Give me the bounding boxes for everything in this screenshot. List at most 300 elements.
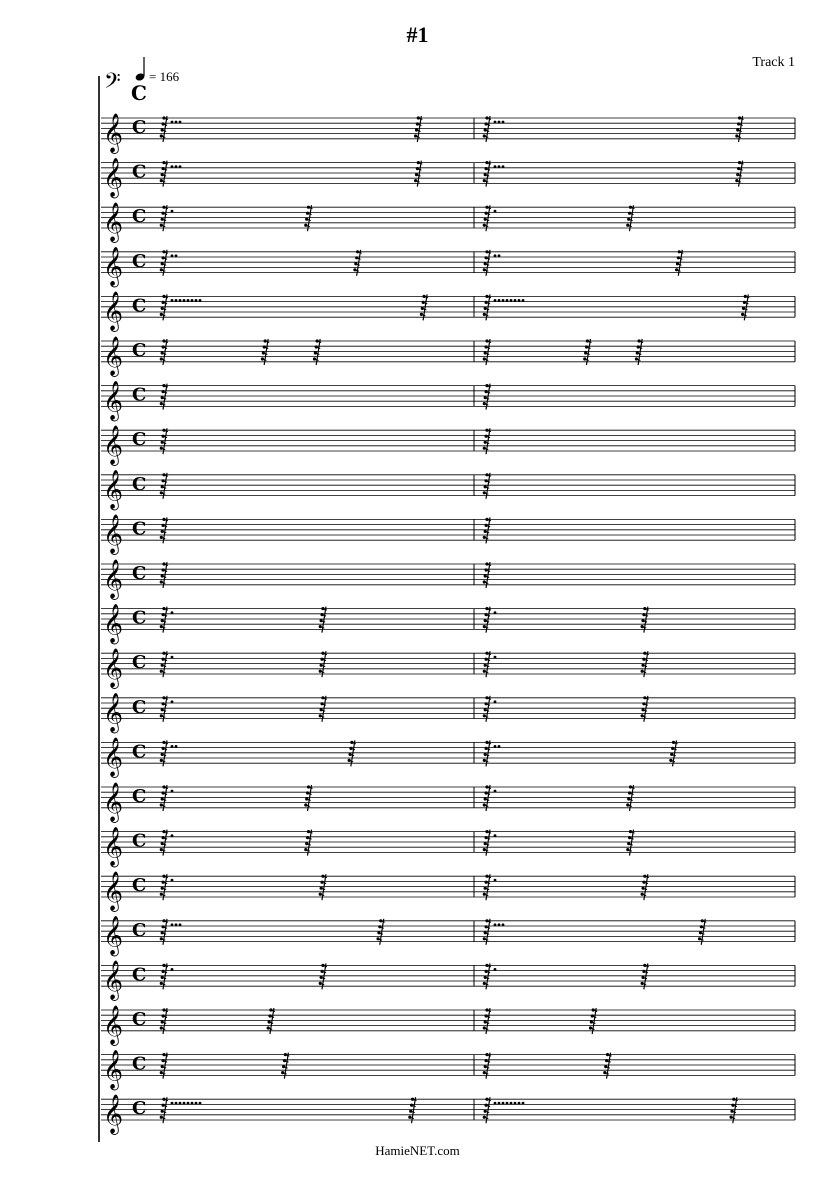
dot [494, 210, 497, 213]
rest-stem [486, 428, 490, 454]
dot [171, 700, 174, 703]
staff [101, 425, 795, 466]
tempo-marking: = 166 [149, 69, 180, 84]
dot [494, 121, 497, 124]
common-time-icon: C [132, 295, 147, 317]
rest-glyph [414, 116, 422, 142]
track-label: Track 1 [752, 55, 795, 70]
rest-glyph [160, 785, 168, 811]
dot [522, 299, 525, 302]
rest-stem [486, 517, 490, 543]
rest-stem [163, 473, 167, 499]
rest-glyph [483, 339, 491, 365]
dot [498, 299, 501, 302]
common-time-icon: C [132, 250, 147, 272]
rest-glyph [160, 740, 168, 766]
rest-glyph [483, 607, 491, 633]
rest-glyph [641, 963, 649, 989]
rest-stem [163, 607, 167, 633]
rest-glyph [319, 607, 327, 633]
staff [101, 1005, 795, 1046]
rest-glyph [408, 1097, 416, 1123]
staff [101, 202, 795, 243]
rest-glyph [675, 250, 683, 276]
treble-clef-icon: 𝄞 [103, 603, 124, 644]
rest-glyph [483, 874, 491, 900]
treble-clef-icon: 𝄞 [103, 1049, 124, 1090]
rest-glyph [483, 919, 491, 945]
rest-glyph [483, 740, 491, 766]
rest-stem [630, 830, 634, 856]
rest-stem [486, 874, 490, 900]
rest-glyph [483, 428, 491, 454]
common-time-icon: C [132, 340, 147, 361]
rest-stem [284, 1053, 288, 1079]
dot [498, 923, 501, 926]
rest-stem [586, 339, 590, 365]
rest-glyph [483, 785, 491, 811]
rest-glyph [420, 294, 428, 320]
rest-glyph [735, 161, 743, 187]
rest-glyph [160, 696, 168, 722]
dot [175, 121, 178, 124]
rest-stem [163, 785, 167, 811]
staff [101, 603, 795, 644]
treble-clef-icon: 𝄞 [103, 202, 124, 242]
staff [101, 648, 795, 689]
rest-glyph [160, 161, 168, 187]
common-time-icon: C [131, 81, 147, 105]
rest-stem [322, 963, 326, 989]
rest-stem [163, 517, 167, 543]
rest-glyph [160, 294, 168, 320]
rest-glyph [160, 384, 168, 410]
rest-stem [486, 250, 490, 276]
rest-glyph [483, 1008, 491, 1034]
rest-stem [308, 205, 312, 231]
rest-stem [630, 205, 634, 231]
rest-glyph [319, 963, 327, 989]
dot [183, 299, 186, 302]
dot [494, 745, 497, 748]
rest-stem [322, 696, 326, 722]
dot [498, 121, 501, 124]
rest-stem [308, 785, 312, 811]
rest-glyph [160, 116, 168, 142]
treble-clef-icon: 𝄞 [103, 1004, 124, 1045]
dot [494, 1102, 497, 1105]
dot [195, 299, 198, 302]
common-time-icon: C [132, 1053, 147, 1075]
rest-glyph [483, 651, 491, 677]
dot [494, 834, 497, 837]
staff [101, 514, 795, 555]
rest-stem [163, 161, 167, 187]
bass-clef-icon: 𝄢 [104, 69, 121, 99]
rest-stem [486, 1053, 490, 1079]
rest-stem [163, 294, 167, 320]
rest-glyph [626, 205, 634, 231]
rest-glyph [304, 830, 312, 856]
dot [171, 834, 174, 837]
dot [494, 299, 497, 302]
treble-clef-icon: 𝄞 [103, 380, 124, 421]
dot [179, 923, 182, 926]
treble-clef-icon: 𝄞 [103, 246, 124, 287]
rest-stem [163, 562, 167, 588]
common-time-icon: C [132, 1098, 147, 1120]
staff [101, 157, 795, 198]
dot [199, 299, 202, 302]
dot [187, 1102, 190, 1105]
rest-stem [316, 339, 320, 365]
rest-stem [644, 607, 648, 633]
dot [191, 299, 194, 302]
rest-glyph [281, 1053, 289, 1079]
rest-glyph [483, 517, 491, 543]
rest-glyph [483, 562, 491, 588]
rest-stem [163, 1053, 167, 1079]
dot [518, 299, 521, 302]
treble-clef-icon: 𝄞 [103, 558, 124, 599]
dot [518, 1102, 521, 1105]
staff-system [101, 113, 795, 1135]
dot [506, 299, 509, 302]
dot [179, 299, 182, 302]
dot [506, 1102, 509, 1105]
rest-stem [163, 740, 167, 766]
rest-glyph [160, 205, 168, 231]
rest-glyph [160, 919, 168, 945]
rest-stem [744, 294, 748, 320]
dot [171, 879, 174, 882]
treble-clef-icon: 𝄞 [103, 871, 124, 911]
dot [502, 1102, 505, 1105]
common-time-icon: C [132, 384, 147, 406]
rest-stem [163, 250, 167, 276]
rest-glyph [160, 250, 168, 276]
dot [510, 1102, 513, 1105]
dot [171, 923, 174, 926]
rest-stem [163, 874, 167, 900]
rest-stem [412, 1097, 416, 1123]
rest-stem [322, 651, 326, 677]
rest-glyph [641, 874, 649, 900]
rest-glyph [160, 607, 168, 633]
rest-stem [486, 607, 490, 633]
rest-stem [486, 696, 490, 722]
treble-clef-icon: 𝄞 [103, 692, 124, 733]
rest-stem [678, 250, 682, 276]
rest-stem [486, 919, 490, 945]
dot [187, 299, 190, 302]
dot [494, 923, 497, 926]
dot [175, 1102, 178, 1105]
rest-glyph [698, 919, 706, 945]
dot [510, 299, 513, 302]
staff [101, 291, 795, 332]
rest-stem [486, 205, 490, 231]
common-time-icon: C [132, 429, 147, 451]
common-time-icon: C [132, 741, 147, 763]
rest-glyph [160, 1053, 168, 1079]
dot [498, 254, 501, 257]
rest-glyph [319, 874, 327, 900]
rest-stem [322, 874, 326, 900]
rest-glyph [626, 785, 634, 811]
rest-stem [163, 428, 167, 454]
rest-glyph [304, 205, 312, 231]
dot [171, 745, 174, 748]
dot [502, 121, 505, 124]
dot [171, 790, 174, 793]
common-time-icon: C [132, 473, 147, 495]
dot [502, 299, 505, 302]
rest-stem [163, 205, 167, 231]
rest-stem [486, 562, 490, 588]
dot [183, 1102, 186, 1105]
common-time-icon: C [132, 117, 147, 138]
rest-glyph [483, 1053, 491, 1079]
rest-stem [264, 339, 268, 365]
rest-glyph [160, 428, 168, 454]
rest-stem [423, 294, 427, 320]
dot [191, 1102, 194, 1105]
common-time-icon: C [132, 607, 147, 629]
staff [101, 470, 795, 511]
rest-glyph [641, 607, 649, 633]
treble-clef-icon: 𝄞 [103, 737, 124, 778]
dot [175, 923, 178, 926]
rest-stem [163, 696, 167, 722]
dot [494, 611, 497, 614]
dot [171, 1102, 174, 1105]
rest-stem [163, 384, 167, 410]
staff [101, 113, 795, 154]
rest-stem [486, 1008, 490, 1034]
dot [171, 254, 174, 257]
dot [498, 165, 501, 168]
rest-stem [486, 740, 490, 766]
common-time-icon: C [132, 206, 147, 228]
rest-glyph [483, 1097, 491, 1123]
rest-glyph [160, 651, 168, 677]
rest-stem [673, 740, 677, 766]
rest-glyph [483, 250, 491, 276]
rest-glyph [483, 963, 491, 989]
rest-stem [308, 830, 312, 856]
rest-stem [163, 1008, 167, 1034]
rest-stem [486, 161, 490, 187]
rest-glyph [483, 473, 491, 499]
staff [101, 336, 795, 377]
staff [101, 916, 795, 957]
dot [195, 1102, 198, 1105]
rest-glyph [376, 919, 384, 945]
rest-glyph [483, 384, 491, 410]
rest-stem [486, 384, 490, 410]
treble-clef-icon: 𝄞 [103, 960, 124, 1001]
dot [498, 745, 501, 748]
dot [502, 165, 505, 168]
treble-clef-icon: 𝄞 [103, 514, 124, 555]
dot [175, 299, 178, 302]
dot [494, 968, 497, 971]
common-time-icon: C [132, 161, 147, 183]
common-time-icon: C [132, 830, 147, 852]
rest-stem [417, 116, 421, 142]
rest-stem [486, 116, 490, 142]
rest-glyph [160, 1097, 168, 1123]
rest-glyph [603, 1053, 611, 1079]
staff [101, 247, 795, 288]
rest-glyph [160, 562, 168, 588]
dot [494, 656, 497, 659]
rest-glyph [641, 696, 649, 722]
treble-clef-icon: 𝄞 [103, 469, 124, 510]
common-time-icon: C [132, 875, 147, 897]
rest-glyph [483, 830, 491, 856]
rest-glyph [348, 740, 356, 766]
rest-glyph [735, 116, 743, 142]
rest-stem [486, 1097, 490, 1123]
rest-stem [701, 919, 705, 945]
rest-glyph [304, 785, 312, 811]
dot [171, 611, 174, 614]
rest-stem [486, 830, 490, 856]
dot [171, 165, 174, 168]
dot [494, 790, 497, 793]
rest-glyph [626, 830, 634, 856]
rest-glyph [160, 874, 168, 900]
dot [199, 1102, 202, 1105]
rest-stem [163, 339, 167, 365]
rest-stem [486, 294, 490, 320]
rest-stem [607, 1053, 611, 1079]
common-time-icon: C [132, 964, 147, 986]
rest-glyph [313, 339, 321, 365]
rest-glyph [267, 1008, 275, 1034]
dot [175, 745, 178, 748]
staff [101, 737, 795, 778]
rest-stem [630, 785, 634, 811]
rest-glyph [319, 651, 327, 677]
dot [171, 968, 174, 971]
common-time-icon: C [132, 652, 147, 674]
staff [101, 782, 795, 823]
rest-glyph [160, 517, 168, 543]
rest-stem [739, 116, 743, 142]
staff [101, 826, 795, 867]
rest-glyph [319, 696, 327, 722]
treble-clef-icon: 𝄞 [103, 291, 124, 332]
rest-stem [351, 740, 355, 766]
rest-stem [357, 250, 361, 276]
rest-glyph [589, 1008, 597, 1034]
dot [171, 299, 174, 302]
rest-stem [739, 161, 743, 187]
rest-glyph [261, 339, 269, 365]
dot [179, 1102, 182, 1105]
staff [101, 960, 795, 1001]
common-time-icon: C [132, 563, 147, 584]
rest-stem [486, 963, 490, 989]
dot [494, 879, 497, 882]
treble-clef-icon: 𝄞 [103, 826, 124, 867]
rest-glyph [483, 294, 491, 320]
dot [179, 121, 182, 124]
treble-clef-icon: 𝄞 [103, 915, 124, 956]
dot [171, 121, 174, 124]
rest-glyph [160, 963, 168, 989]
rest-glyph [641, 651, 649, 677]
rest-stem [486, 339, 490, 365]
dot [514, 299, 517, 302]
dot [179, 165, 182, 168]
common-time-icon: C [132, 696, 147, 718]
rest-stem [486, 651, 490, 677]
rest-glyph [160, 830, 168, 856]
treble-clef-icon: 𝄞 [103, 1094, 124, 1134]
dot [494, 700, 497, 703]
rest-stem [417, 161, 421, 187]
dot [522, 1102, 525, 1105]
staff [101, 693, 795, 734]
rest-stem [270, 1008, 274, 1034]
rest-stem [163, 1097, 167, 1123]
rest-stem [163, 116, 167, 142]
score-title: #1 [406, 22, 429, 47]
staff [101, 380, 795, 421]
rest-stem [163, 830, 167, 856]
rest-stem [163, 963, 167, 989]
rest-stem [733, 1097, 737, 1123]
treble-clef-icon: 𝄞 [103, 157, 124, 198]
dot [502, 923, 505, 926]
rest-glyph [483, 205, 491, 231]
rest-stem [486, 785, 490, 811]
dot [494, 165, 497, 168]
treble-clef-icon: 𝄞 [103, 112, 124, 153]
dot [514, 1102, 517, 1105]
rest-stem [644, 963, 648, 989]
treble-clef-icon: 𝄞 [103, 648, 124, 688]
common-time-icon: C [132, 786, 147, 807]
common-time-icon: C [132, 919, 147, 941]
dot [494, 254, 497, 257]
rest-stem [638, 339, 642, 365]
dot [498, 1102, 501, 1105]
common-time-icon: C [132, 518, 147, 540]
rest-glyph [741, 294, 749, 320]
rest-stem [322, 607, 326, 633]
footer-credit: HamieNET.com [375, 1143, 460, 1158]
dot [171, 210, 174, 213]
rest-stem [644, 874, 648, 900]
rest-glyph [414, 161, 422, 187]
treble-clef-icon: 𝄞 [103, 425, 124, 465]
rest-stem [380, 919, 384, 945]
rest-glyph [483, 696, 491, 722]
rest-glyph [353, 250, 361, 276]
rest-glyph [583, 339, 591, 365]
treble-clef-icon: 𝄞 [103, 781, 124, 822]
dot [175, 165, 178, 168]
staff [101, 1049, 795, 1090]
rest-stem [163, 651, 167, 677]
rest-glyph [160, 1008, 168, 1034]
rest-stem [163, 919, 167, 945]
